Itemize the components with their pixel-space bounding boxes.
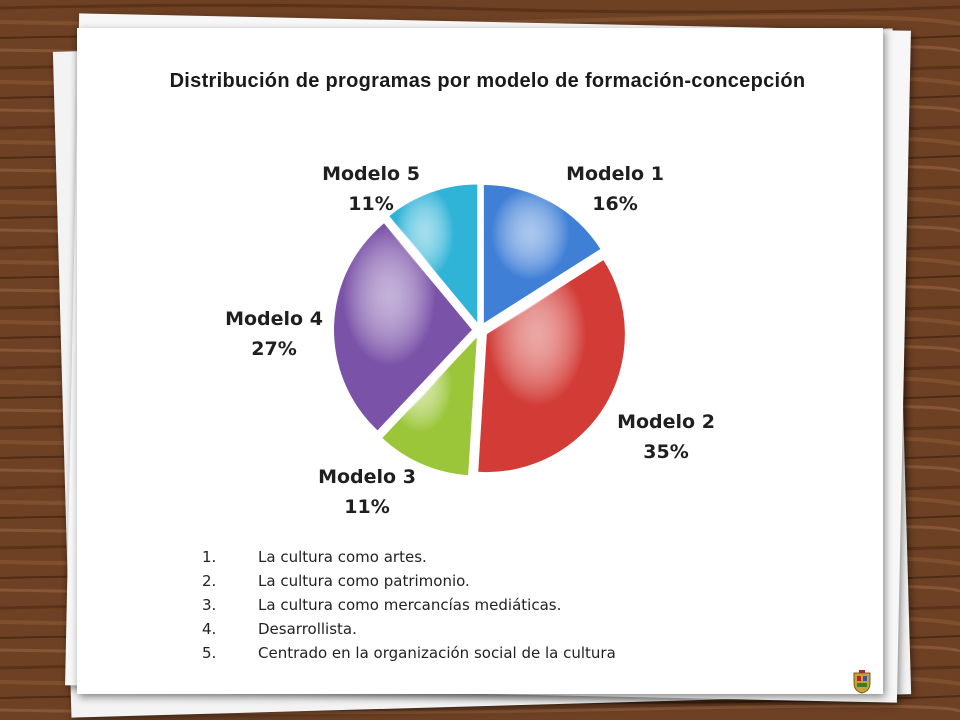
slice-name-label: Modelo 5 [322, 163, 420, 185]
pie-slices [334, 184, 625, 475]
list-item-number: 2. [202, 572, 217, 590]
list-item-text: Desarrollista. [258, 620, 357, 638]
list-item [200, 617, 616, 641]
list-item-number: 4. [202, 620, 217, 638]
slice-name-label: Modelo 4 [225, 308, 323, 330]
list-item [200, 593, 616, 617]
model-description-list [200, 545, 616, 665]
slice-value-label: 35% [643, 441, 689, 463]
list-item-text: La cultura como artes. [258, 548, 427, 566]
slice-value-label: 11% [344, 496, 390, 518]
list-item [200, 569, 616, 593]
list-item-text: Centrado en la organización social de la cultura [258, 644, 616, 662]
list-item-number: 3. [202, 596, 217, 614]
slice-value-label: 11% [348, 193, 394, 215]
list-item-number: 1. [202, 548, 217, 566]
list-item-text: La cultura como mercancías mediáticas. [258, 596, 562, 614]
slice-value-label: 16% [592, 193, 638, 215]
list-item [200, 641, 616, 665]
list-item-text: La cultura como patrimonio. [258, 572, 470, 590]
slice-name-label: Modelo 2 [617, 411, 715, 433]
list-item [200, 545, 616, 569]
slice-name-label: Modelo 1 [566, 163, 664, 185]
chart-title: Distribución de programas por modelo de formación-concepción [169, 70, 806, 92]
slice-name-label: Modelo 3 [318, 466, 416, 488]
university-crest-icon [852, 670, 872, 694]
list-item-number: 5. [202, 644, 217, 662]
slice-value-label: 27% [251, 338, 297, 360]
